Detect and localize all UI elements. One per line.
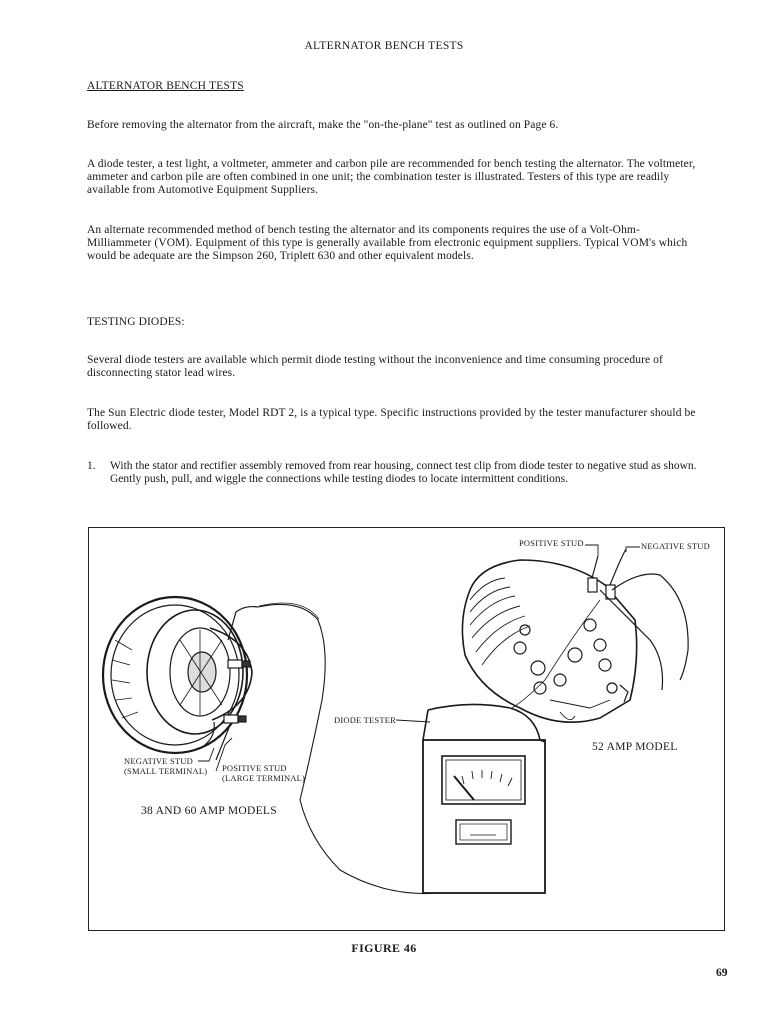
paragraph-diode-testers: Several diode testers are available which permit diode testing without the inconvenience and time consuming procedure of disconnecting stator lead wires. [87, 354, 663, 380]
page-number: 69 [716, 967, 728, 979]
step-number: 1. [87, 460, 96, 472]
paragraph-sun-electric: The Sun Electric diode tester, Model RDT 2, is a typical type. Specific instructions provided by the tester manufacturer should be followed. [87, 407, 696, 433]
running-header: ALTERNATOR BENCH TESTS [304, 40, 464, 52]
diode-tester-drawing [423, 704, 545, 893]
label-52-amp-model: 52 AMP MODEL [592, 741, 678, 753]
figure-caption: FIGURE 46 [351, 941, 417, 955]
step-text: With the stator and rectifier assembly removed from rear housing, connect test clip from diode tester to negative stud as shown. Gently push, pull, and wiggle the connections while testing diodes to locate intermittent conditions. [110, 460, 697, 486]
label-diode-tester: DIODE TESTER [334, 715, 396, 725]
paragraph-intro: Before removing the alternator from the aircraft, make the "on-the-plane" test as outlined on Page 6. [87, 119, 559, 131]
alternator-52-drawing [462, 549, 688, 722]
paragraph-vom: An alternate recommended method of bench testing the alternator and its components requires the use of a Volt-Ohm-Milliammeter (VOM). Equipment of this type is generally available from electronic equipment suppliers. Typical VOM's which would be adequate are the Simpson 260, Triplett 630 and other equivalent models. [87, 224, 688, 263]
label-negative-stud-top: NEGATIVE STUD [641, 541, 710, 551]
label-positive-stud-large: POSITIVE STUD (LARGE TERMINAL) [222, 763, 306, 783]
label-negative-stud-small: NEGATIVE STUD (SMALL TERMINAL) [124, 756, 208, 776]
alternator-38-60-drawing [103, 597, 258, 760]
paragraph-equipment: A diode tester, a test light, a voltmeter, ammeter and carbon pile are recommended for bench testing the alternator. The voltmeter, ammeter and carbon pile are often combined in one unit; the combination tester is illustrated. Testers of this type are readily available from Automotive Equipment Suppliers. [87, 158, 696, 197]
label-38-60-amp-models: 38 AND 60 AMP MODELS [141, 805, 277, 817]
subsection-heading: TESTING DIODES: [87, 316, 185, 328]
section-title: ALTERNATOR BENCH TESTS [87, 80, 244, 92]
label-positive-stud-top: POSITIVE STUD [519, 538, 584, 548]
